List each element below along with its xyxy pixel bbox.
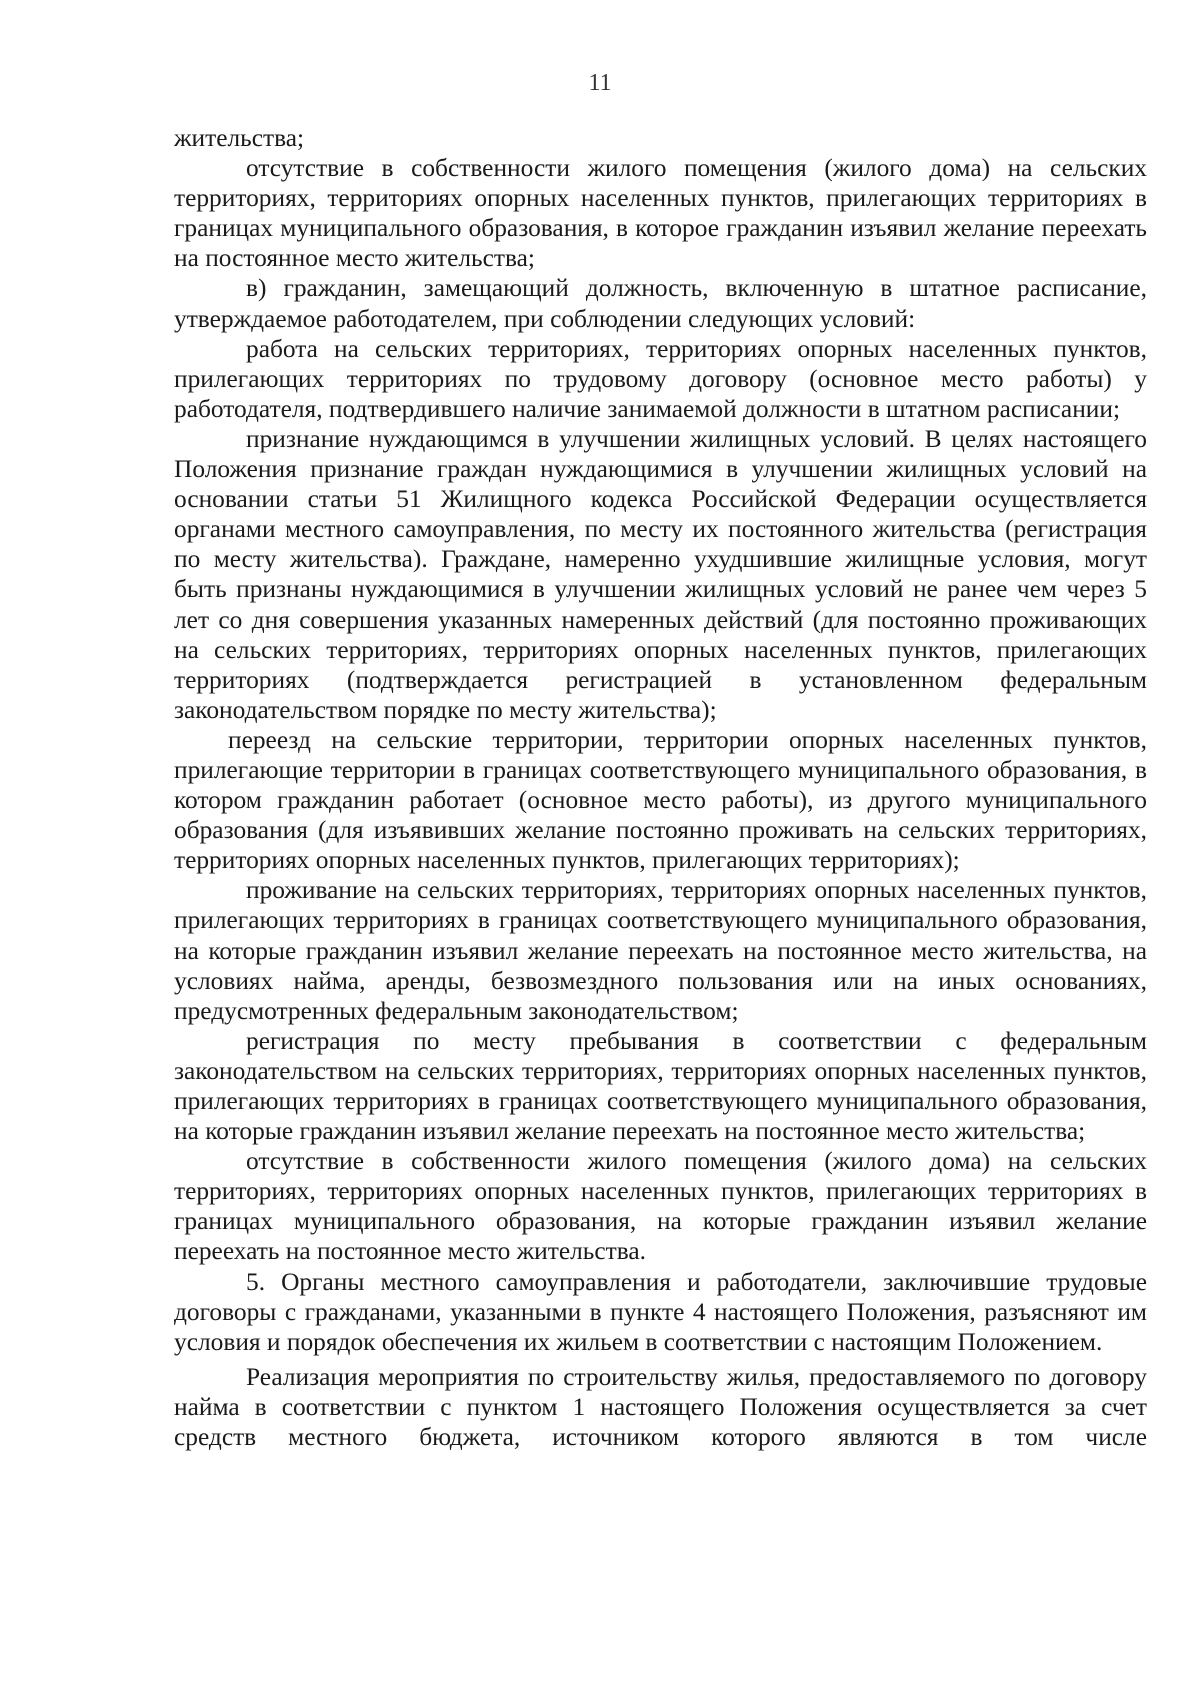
paragraph-subitem-v: в) гражданин, замещающий должность, включенную в штатное расписание, утверждаемое работодателем, при соблюдении следующих условий: [174,274,1147,333]
paragraph: работа на сельских территориях, территориях опорных населенных пунктов, прилегающих территориях по трудовому договору (основное место работы) у работодателя, подтвердившего наличие занимаемой должности в штатном расписании; [174,334,1147,423]
paragraph-continuation: жительства; [174,124,305,152]
document-body [174,123,1147,1452]
paragraph: отсутствие в собственности жилого помещения (жилого дома) на сельских территориях, территориях опорных населенных пунктов, прилегающих территориях в границах муниципального образования, в которое гражданин изъявил желание переехать на постоянное место жительства; [174,154,1147,273]
paragraph: Реализация мероприятия по строительству жилья, предоставляемого по договору найма в соответствии с пунктом 1 настоящего Положения осуществляется за счет средств местного бюджета, источником которого являются в том числе [174,1362,1147,1452]
paragraph: проживание на сельских территориях, территориях опорных населенных пунктов, прилегающих территориях в границах соответствующего муниципального образования, на которые гражданин изъявил желание переехать на постоянное место жительства, на условиях найма, аренды, безвозмездного пользования или на иных основаниях, предусмотренных федеральным законодательством; [174,876,1147,1025]
paragraph: регистрация по месту пребывания в соответствии с федеральным законодательством на сельских территориях, территориях опорных населенных пунктов, прилегающих территориях в границах соответствующего муниципального образования, на которые гражданин изъявил желание переехать на постоянное место жительства; [174,1026,1147,1146]
paragraph: переезд на сельские территории, территории опорных населенных пунктов, прилегающие территории в границах соответствующего муниципального образования, в котором гражданин работает (основное место работы), из другого муниципального образования (для изъявивших желание постоянно проживать на сельских территориях, территориях опорных населенных пунктов, прилегающих территориях); [174,725,1147,875]
paragraph: отсутствие в собственности жилого помещения (жилого дома) на сельских территориях, территориях опорных населенных пунктов, прилегающих территориях в границах муниципального образования, на которые гражданин изъявил желание переехать на постоянное место жительства. [174,1147,1147,1266]
page-number: 11 [588,70,612,96]
paragraph: признание нуждающимся в улучшении жилищных условий. В целях настоящего Положения признание граждан нуждающимися в улучшении жилищных условий на основании статьи 51 Жилищного кодекса Российской Федерации осуществляется органами местного самоуправления, по месту их постоянного жительства (регистрация по месту жительства). Граждане, намеренно ухудшившие жилищные условия, могут быть признаны нуждающимися в улучшении жилищных условий не ранее чем через 5 лет со дня совершения указанных намеренных действий (для постоянно проживающих на сельских территориях, территориях опорных населенных пунктов, прилегающих территориях (подтверждается регистрацией в установленном федеральным законодательством порядке по месту жительства); [174,424,1147,724]
paragraph-item-5: 5. Органы местного самоуправления и работодатели, заключившие трудовые договоры с гражданами, указанными в пункте 4 настоящего Положения, разъясняют им условия и порядок обеспечения их жильем в соответствии с настоящим Положением. [174,1267,1147,1356]
